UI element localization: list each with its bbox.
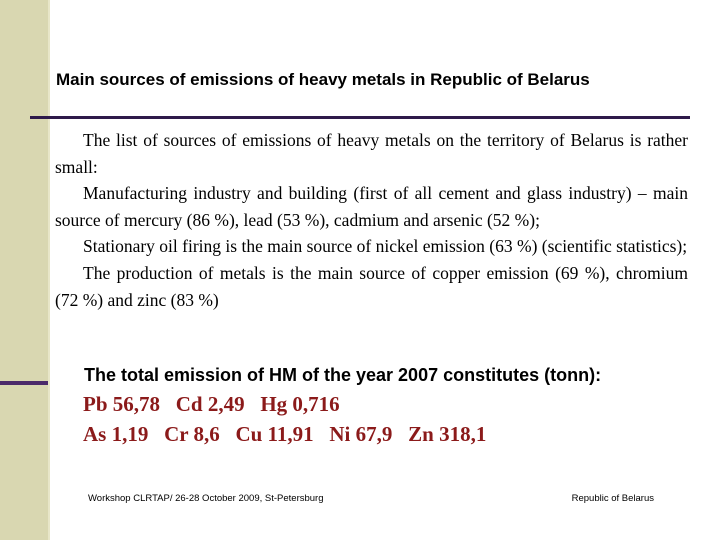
paragraph-oil-firing: Stationary oil firing is the main source of nickel emission (63 %) (scientific statistics); <box>83 236 688 257</box>
paragraph-intro: The list of sources of emissions of heavy metals on the territory of Belarus is rather small: <box>55 130 688 177</box>
total-emission-heading: The total emission of HM of the year 2007 constitutes (tonn): <box>84 365 602 385</box>
emission-values-line-1: Pb 56,78 Cd 2,49 Hg 0,716 <box>83 392 340 416</box>
sidebar-accent-line <box>48 0 50 540</box>
footer-workshop: Workshop CLRTAP/ 26-28 October 2009, St-Petersburg <box>88 493 324 504</box>
footer-country: Republic of Belarus <box>571 493 654 504</box>
sidebar-band <box>0 0 48 540</box>
title-divider <box>30 116 690 119</box>
body-text <box>55 127 688 313</box>
emission-values-line-2: As 1,19 Cr 8,6 Cu 11,91 Ni 67,9 Zn 318,1 <box>83 422 487 446</box>
paragraph-metals-production: The production of metals is the main source of copper emission (69 %), chromium (72 %) and zinc (83 %) <box>55 262 688 310</box>
slide-title: Main sources of emissions of heavy metals in Republic of Belarus <box>56 70 590 89</box>
sidebar-marker <box>0 381 48 385</box>
paragraph-manufacturing: Manufacturing industry and building (first of all cement and glass industry) – main source of mercury (86 %), lead (53 %), cadmium and arsenic (52 %); <box>55 183 688 230</box>
